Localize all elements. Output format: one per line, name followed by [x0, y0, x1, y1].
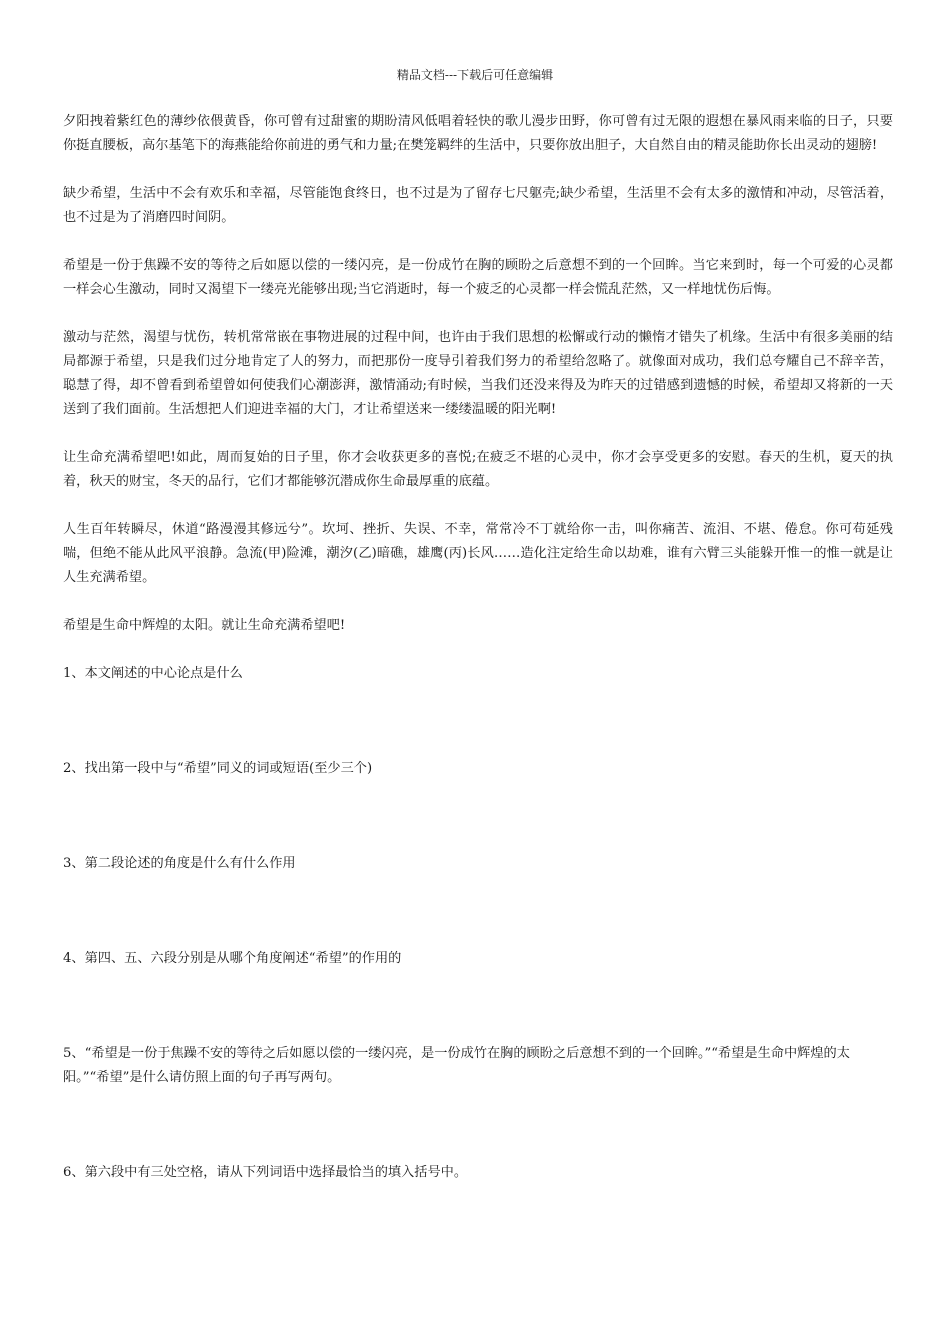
- paragraph-1: 夕阳拽着紫红色的薄纱依偎黄昏，你可曾有过甜蜜的期盼清风低唱着轻快的歌儿漫步田野，你可曾有过无限的遐想在暴风雨来临的日子，只要你挺直腰板，高尔基笔下的海燕能给你前进的勇气和力量;在樊笼羁绊的生活中，只要你放出胆子，大自然自由的精灵能助你长出灵动的翅膀!: [63, 114, 893, 153]
- question-2: 2、找出第一段中与“希望”同义的词或短语(至少三个): [63, 761, 373, 776]
- document-body: [63, 110, 893, 1185]
- paragraph-5: 让生命充满希望吧!如此，周而复始的日子里，你才会收获更多的喜悦;在疲乏不堪的心灵中，你才会享受更多的安慰。春天的生机，夏天的执着，秋天的财宝，冬天的品行，它们才都能够沉潜成你生命最厚重的底蕴。: [63, 450, 893, 489]
- paragraph-3: 希望是一份于焦躁不安的等待之后如愿以偿的一缕闪亮，是一份成竹在胸的顾盼之后意想不到的一个回眸。当它来到时，每一个可爱的心灵都一样会心生激动，同时又渴望下一缕亮光能够出现;当它消逝时，每一个疲乏的心灵都一样会慌乱茫然，又一样地忧伤后悔。: [63, 258, 893, 297]
- page-header: 精品文档---下载后可任意编辑: [396, 68, 554, 82]
- question-6: 6、第六段中有三处空格，请从下列词语中选择最恰当的填入括号中。: [63, 1165, 468, 1180]
- question-4: 4、第四、五、六段分别是从哪个角度阐述“希望”的作用的: [63, 951, 402, 966]
- paragraph-2: 缺少希望，生活中不会有欢乐和幸福，尽管能饱食终日，也不过是为了留存七尺躯壳;缺少希望，生活里不会有太多的激情和冲动，尽管活着，也不过是为了消磨四时间阴。: [63, 186, 893, 225]
- paragraph-6: 人生百年转瞬尽，休道“路漫漫其修远兮”。坎坷、挫折、失误、不幸，常常冷不丁就给你一击，叫你痛苦、流泪、不堪、倦怠。你可苟延残喘，但绝不能从此风平浪静。急流(甲)险滩，潮汐(乙)暗礁，雄鹰(丙)长风……造化注定给生命以劫难，谁有六臂三头能躲开惟一的惟一就是让人生充满希望。: [63, 522, 893, 585]
- paragraph-7: 希望是生命中辉煌的太阳。就让生命充满希望吧!: [63, 618, 346, 633]
- question-1: 1、本文阐述的中心论点是什么: [63, 666, 243, 681]
- paragraph-4: 激动与茫然，渴望与忧伤，转机常常嵌在事物进展的过程中间，也许由于我们思想的松懈或行动的懒惰才错失了机缘。生活中有很多美丽的结局都源于希望，只是我们过分地肯定了人的努力，而把那份一度导引着我们努力的希望给忽略了。就像面对成功，我们总夸耀自己不辞辛苦，聪慧了得，却不曾看到希望曾如何使我们心潮澎湃，激情涌动;有时候，当我们还没来得及为昨天的过错感到遗憾的时候，希望却又将新的一天送到了我们面前。生活想把人们迎进幸福的大门，才让希望送来一缕缕温暖的阳光啊!: [63, 330, 893, 417]
- question-3: 3、第二段论述的角度是什么有什么作用: [63, 856, 296, 871]
- question-5: 5、“希望是一份于焦躁不安的等待之后如愿以偿的一缕闪亮，是一份成竹在胸的顾盼之后意想不到的一个回眸。”“希望是生命中辉煌的太阳。”“希望”是什么请仿照上面的句子再写两句。: [63, 1046, 850, 1085]
